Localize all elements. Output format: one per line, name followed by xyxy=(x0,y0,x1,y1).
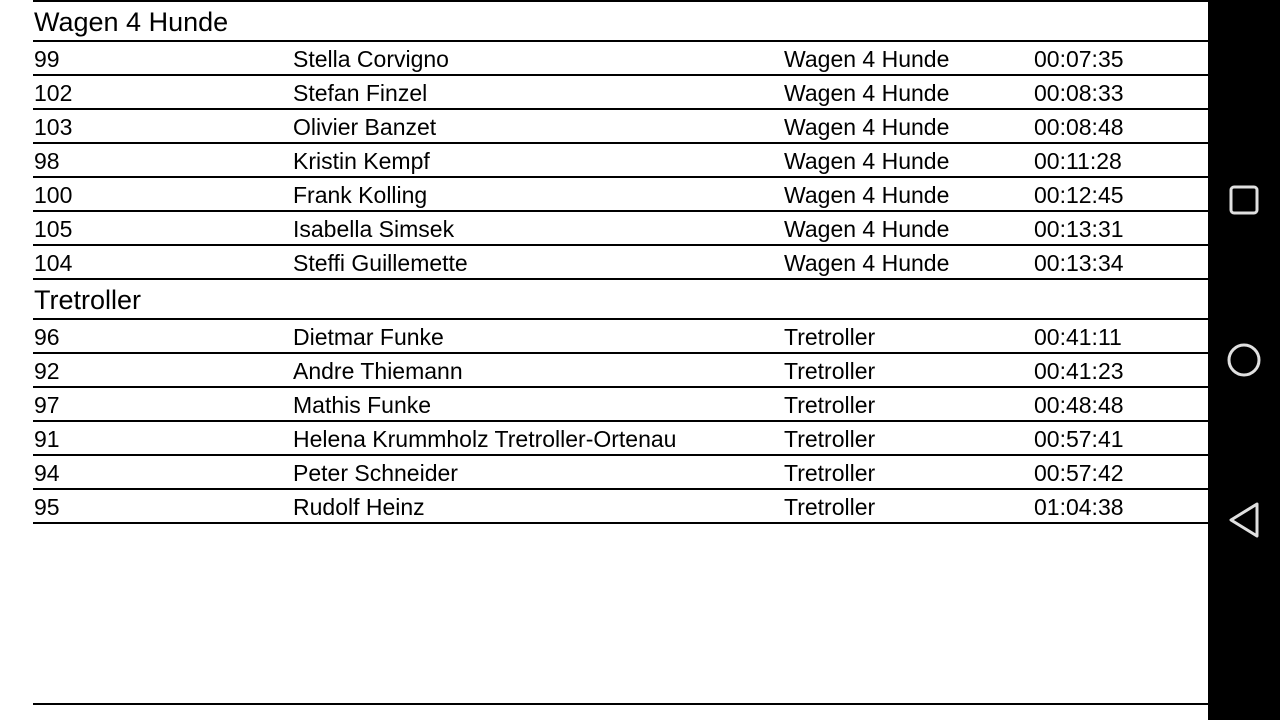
start-number: 102 xyxy=(34,80,73,106)
finish-time: 00:48:48 xyxy=(1034,392,1124,418)
android-navigation-bar xyxy=(1208,0,1280,720)
start-number: 98 xyxy=(34,148,60,174)
participant-name: Isabella Simsek xyxy=(293,216,455,242)
finish-time: 00:13:31 xyxy=(1034,216,1124,242)
result-row xyxy=(33,144,1208,178)
back-triangle-icon xyxy=(1227,501,1261,539)
start-number: 91 xyxy=(34,426,60,452)
finish-time: 00:57:41 xyxy=(1034,426,1124,452)
class-name: Tretroller xyxy=(784,358,876,384)
result-row xyxy=(33,422,1208,456)
result-row xyxy=(33,110,1208,144)
start-number: 105 xyxy=(34,216,73,242)
start-number: 96 xyxy=(34,324,60,350)
finish-time: 00:12:45 xyxy=(1034,182,1124,208)
section-tretroller xyxy=(33,280,1208,524)
finish-time: 00:07:35 xyxy=(1034,46,1124,72)
result-row xyxy=(33,246,1208,280)
result-row xyxy=(33,178,1208,212)
class-name: Tretroller xyxy=(784,392,876,418)
results-list xyxy=(33,0,1208,524)
section-wagen-4-hunde xyxy=(33,0,1208,280)
result-row xyxy=(33,490,1208,524)
finish-time: 00:41:23 xyxy=(1034,358,1124,384)
finish-time: 01:04:38 xyxy=(1034,494,1124,520)
participant-name: Mathis Funke xyxy=(293,392,432,418)
participant-name: Kristin Kempf xyxy=(293,148,430,174)
start-number: 100 xyxy=(34,182,73,208)
result-row xyxy=(33,212,1208,246)
class-name: Wagen 4 Hunde xyxy=(784,182,950,208)
participant-name: Peter Schneider xyxy=(293,460,458,486)
class-name: Tretroller xyxy=(784,324,876,350)
participant-name: Frank Kolling xyxy=(293,182,428,208)
participant-name: Dietmar Funke xyxy=(293,324,444,350)
participant-name: Stefan Finzel xyxy=(293,80,428,106)
recents-button[interactable] xyxy=(1208,160,1280,240)
participant-name: Andre Thiemann xyxy=(293,358,463,384)
finish-time: 00:57:42 xyxy=(1034,460,1124,486)
home-button[interactable] xyxy=(1208,320,1280,400)
page-bottom-rule xyxy=(33,703,1208,705)
class-name: Tretroller xyxy=(784,426,876,452)
section-title: Tretroller xyxy=(33,280,1208,320)
recents-square-icon xyxy=(1228,184,1260,216)
start-number: 97 xyxy=(34,392,60,418)
result-row xyxy=(33,76,1208,110)
start-number: 103 xyxy=(34,114,73,140)
participant-name: Steffi Guillemette xyxy=(293,250,468,276)
home-circle-icon xyxy=(1226,342,1262,378)
start-number: 94 xyxy=(34,460,60,486)
result-row xyxy=(33,42,1208,76)
class-name: Wagen 4 Hunde xyxy=(784,148,950,174)
participant-name: Stella Corvigno xyxy=(293,46,449,72)
finish-time: 00:08:48 xyxy=(1034,114,1124,140)
participant-name: Rudolf Heinz xyxy=(293,494,425,520)
class-name: Wagen 4 Hunde xyxy=(784,80,950,106)
class-name: Tretroller xyxy=(784,494,876,520)
class-name: Wagen 4 Hunde xyxy=(784,114,950,140)
start-number: 92 xyxy=(34,358,60,384)
class-name: Wagen 4 Hunde xyxy=(784,46,950,72)
back-button[interactable] xyxy=(1208,480,1280,560)
result-row xyxy=(33,456,1208,490)
start-number: 99 xyxy=(34,46,60,72)
finish-time: 00:13:34 xyxy=(1034,250,1124,276)
result-row xyxy=(33,388,1208,422)
result-row xyxy=(33,320,1208,354)
class-name: Wagen 4 Hunde xyxy=(784,250,950,276)
section-title: Wagen 4 Hunde xyxy=(33,2,1208,42)
result-row xyxy=(33,354,1208,388)
start-number: 95 xyxy=(34,494,60,520)
class-name: Wagen 4 Hunde xyxy=(784,216,950,242)
class-name: Tretroller xyxy=(784,460,876,486)
finish-time: 00:08:33 xyxy=(1034,80,1124,106)
start-number: 104 xyxy=(34,250,73,276)
participant-name: Olivier Banzet xyxy=(293,114,437,140)
participant-name: Helena Krummholz Tretroller-Ortenau xyxy=(293,426,677,452)
finish-time: 00:41:11 xyxy=(1034,324,1122,350)
finish-time: 00:11:28 xyxy=(1034,148,1122,174)
